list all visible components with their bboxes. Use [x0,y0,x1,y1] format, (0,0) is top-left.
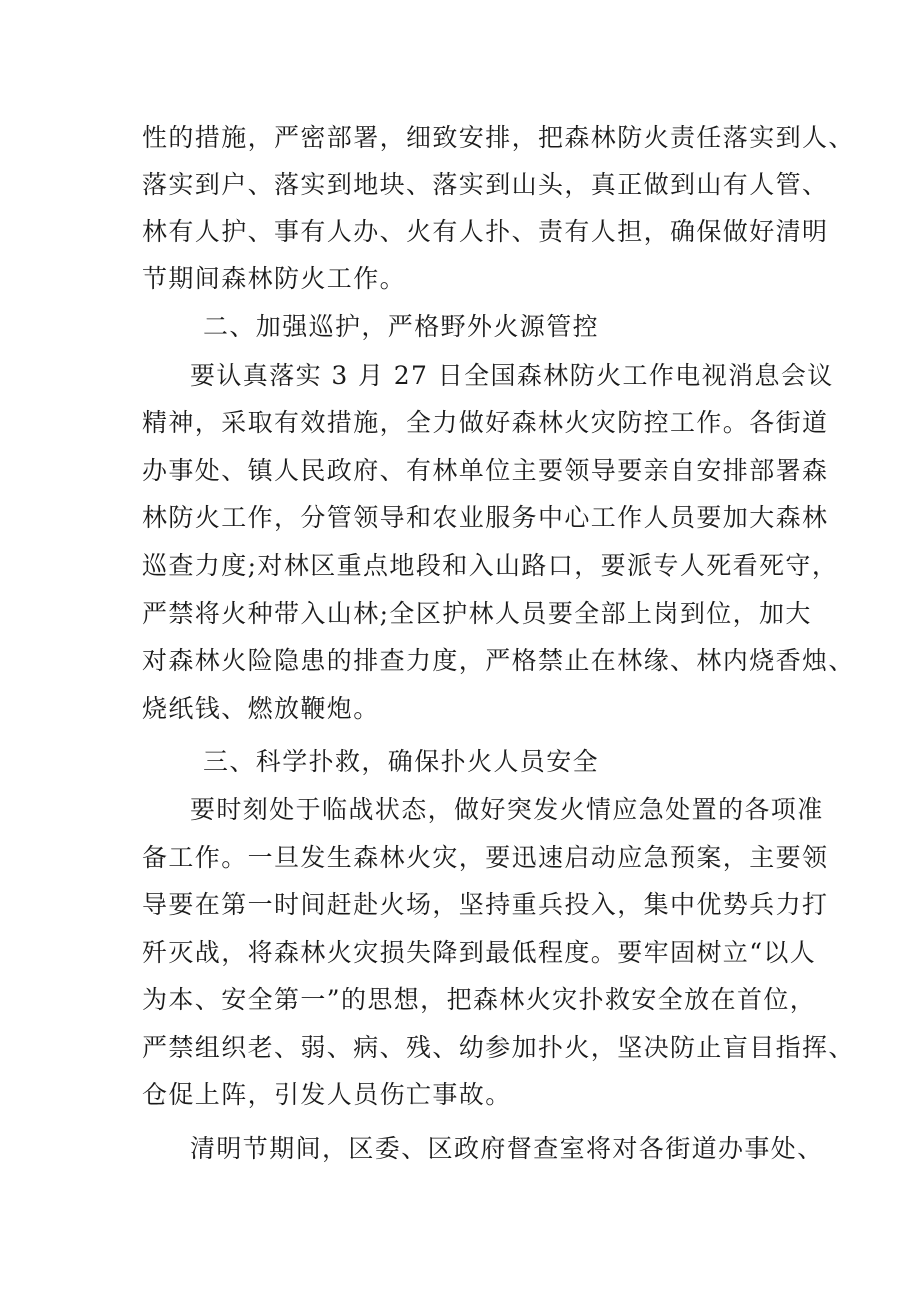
body-line-17: 为本、安全第一”的思想，把森林火灾扑救安全放在首位， [142,985,817,1014]
body-line-1: 性的措施，严密部署，细致安排，把森林防火责任落实到人、 [142,123,855,152]
body-line-19: 仓促上阵，引发人员伤亡事故。 [142,1080,512,1109]
section-heading-3: 三、科学扑救，确保扑火人员安全 [203,747,600,776]
body-line-11: 对森林火险隐患的排查力度，严格禁止在林缘、林内烧香烛、 [142,646,855,675]
body-line-6: 精神，采取有效措施，全力做好森林火灾防控工作。各街道 [142,408,829,437]
body-line-3: 林有人护、事有人办、火有人扑、责有人担，确保做好清明 [142,217,829,246]
body-line-2: 落实到户、落实到地块、落实到山头，真正做到山有人管、 [142,170,829,199]
body-line-7: 办事处、镇人民政府、有林单位主要领导要亲自安排部署森 [142,456,829,485]
body-line-15: 导要在第一时间赶赴火场，坚持重兵投入，集中优势兵力打 [142,890,829,919]
body-line-12: 烧纸钱、燃放鞭炮。 [142,694,380,723]
body-line-18: 严禁组织老、弱、病、残、幼参加扑火，坚决防止盲目指挥、 [142,1033,855,1062]
body-line-4: 节期间森林防火工作。 [142,264,407,293]
body-line-14: 备工作。一旦发生森林火灾，要迅速启动应急预案，主要领 [142,843,829,872]
body-line-16: 歼灭战，将森林火灾损失降到最低程度。要牢固树立“以人 [142,938,817,967]
body-line-5: 要认真落实 3 月 27 日全国森林防火工作电视消息会议 [190,361,834,390]
section-heading-2: 二、加强巡护，严格野外火源管控 [203,312,600,341]
body-line-9: 巡查力度;对林区重点地段和入山路口，要派专人死看死守， [142,551,839,580]
body-line-13: 要时刻处于临战状态，做好突发火情应急处置的各项准 [190,795,824,824]
body-line-20: 清明节期间，区委、区政府督查室将对各街道办事处、 [190,1134,824,1163]
body-line-10: 严禁将火种带入山林;全区护林人员要全部上岗到位，加大 [142,599,812,628]
body-line-8: 林防火工作，分管领导和农业服务中心工作人员要加大森林 [142,503,829,532]
